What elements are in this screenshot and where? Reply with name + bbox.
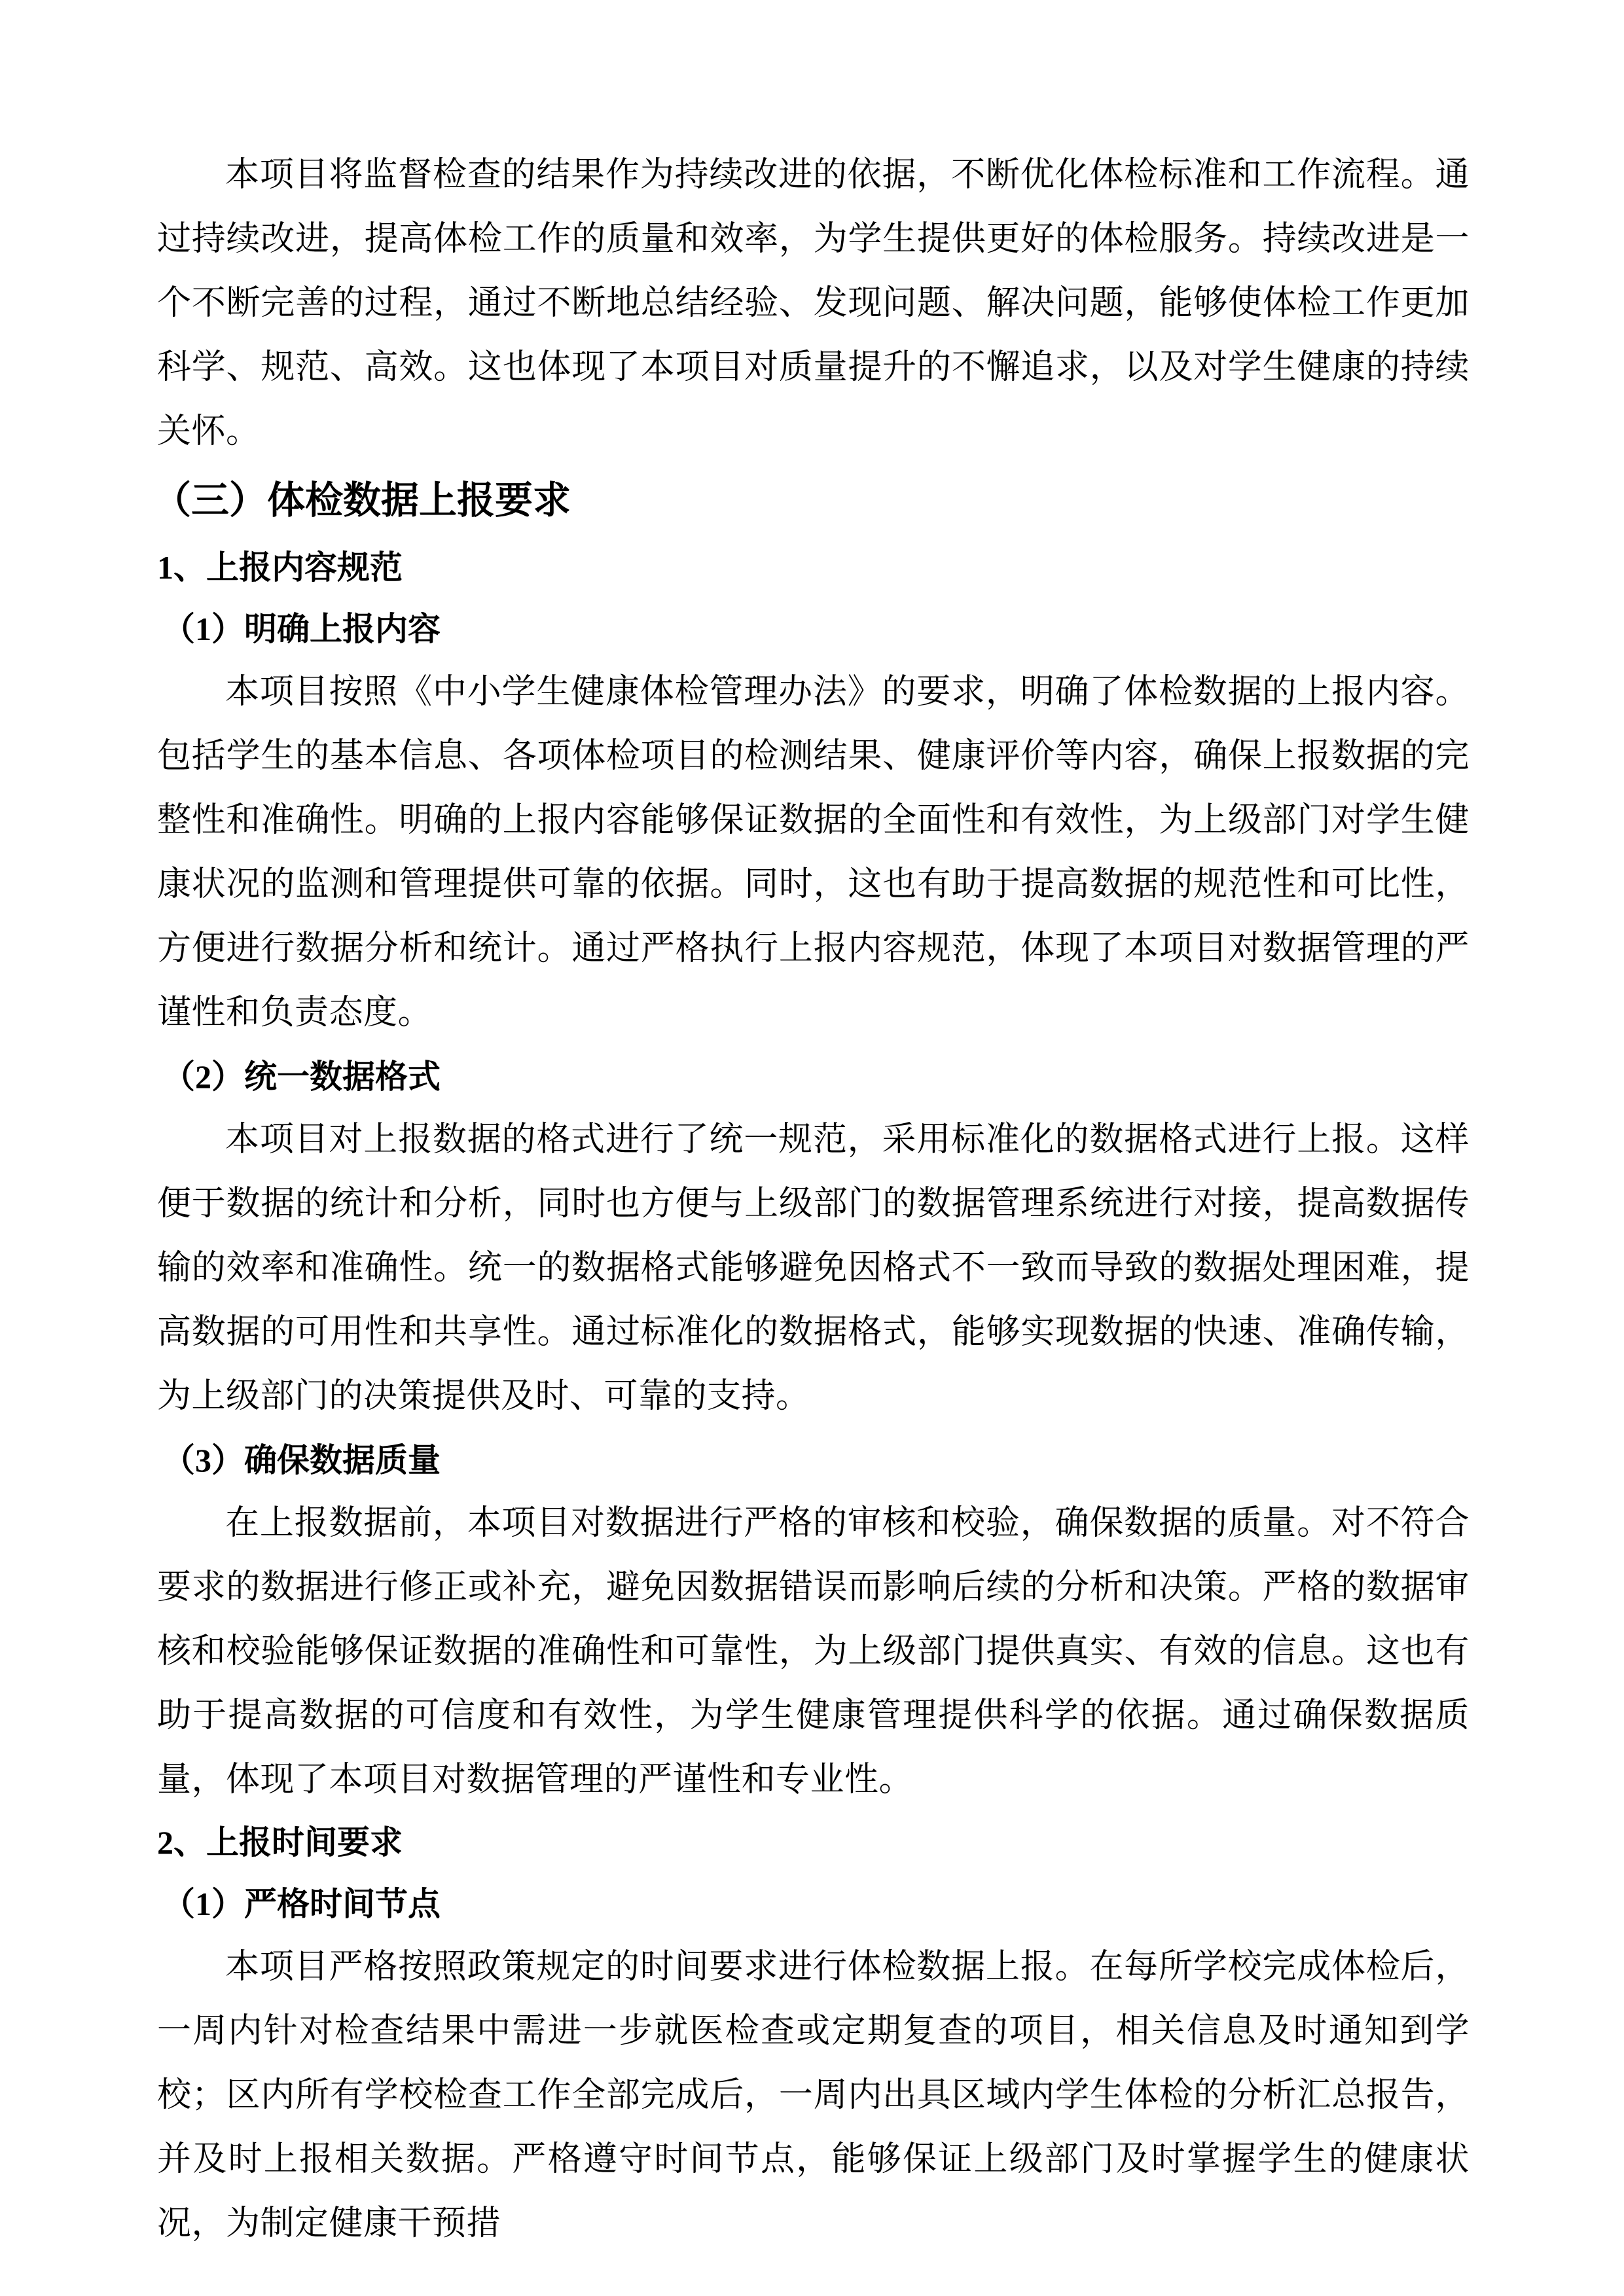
paragraph-continuous-improvement: 本项目将监督检查的结果作为持续改进的依据，不断优化体检标准和工作流程。通过持续改进，提高体检工作的质量和效率，为学生提供更好的体检服务。持续改进是一个不断完善的过程，通过不断地总结经验、发现问题、解决问题，能够使体检工作更加科学、规范、高效。这也体现了本项目对质量提升的不懈追求，以及对学生健康的持续关怀。	[157, 156, 1470, 450]
item-heading-data-quality: （3）确保数据质量	[162, 1442, 441, 1479]
subsection-heading-time-requirements: 2、上报时间要求	[157, 1824, 403, 1861]
paragraph-strict-deadlines: 本项目严格按照政策规定的时间要求进行体检数据上报。在每所学校完成体检后，一周内针对检查结果中需进一步就医检查或定期复查的项目，相关信息及时通知到学校；区内所有学校检查工作全部完成后，一周内出具区域内学生体检的分析汇总报告，并及时上报相关数据。严格遵守时间节点，能够保证上级部门及时掌握学生的健康状况，为制定健康干预措	[157, 1948, 1470, 2242]
paragraph-unified-format: 本项目对上报数据的格式进行了统一规范，采用标准化的数据格式进行上报。这样便于数据的统计和分析，同时也方便与上级部门的数据管理系统进行对接，提高数据传输的效率和准确性。统一的数据格式能够避免因格式不一致而导致的数据处理困难，提高数据的可用性和共享性。通过标准化的数据格式，能够实现数据的快速、准确传输，为上级部门的决策提供及时、可靠的支持。	[157, 1121, 1470, 1415]
paragraph-data-quality: 在上报数据前，本项目对数据进行严格的审核和校验，确保数据的质量。对不符合要求的数据进行修正或补充，避免因数据错误而影响后续的分析和决策。严格的数据审核和校验能够保证数据的准确性和可靠性，为上级部门提供真实、有效的信息。这也有助于提高数据的可信度和有效性，为学生健康管理提供科学的依据。通过确保数据质量，体现了本项目对数据管理的严谨性和专业性。	[157, 1505, 1470, 1799]
document-page	[153, 143, 1470, 2256]
item-heading-define-content: （1）明确上报内容	[162, 611, 441, 647]
paragraph-define-content: 本项目按照《中小学生健康体检管理办法》的要求，明确了体检数据的上报内容。包括学生的基本信息、各项体检项目的检测结果、健康评价等内容，确保上报数据的完整性和准确性。明确的上报内容能够保证数据的全面性和有效性，为上级部门对学生健康状况的监测和管理提供可靠的依据。同时，这也有助于提高数据的规范性和可比性，方便进行数据分析和统计。通过严格执行上报内容规范，体现了本项目对数据管理的严谨性和负责态度。	[157, 673, 1470, 1031]
item-heading-unified-format: （2）统一数据格式	[162, 1058, 441, 1095]
section-heading-data-reporting: （三）体检数据上报要求	[153, 479, 571, 522]
item-heading-strict-deadlines: （1）严格时间节点	[162, 1886, 441, 1922]
subsection-heading-content-standards: 1、上报内容规范	[157, 549, 403, 586]
